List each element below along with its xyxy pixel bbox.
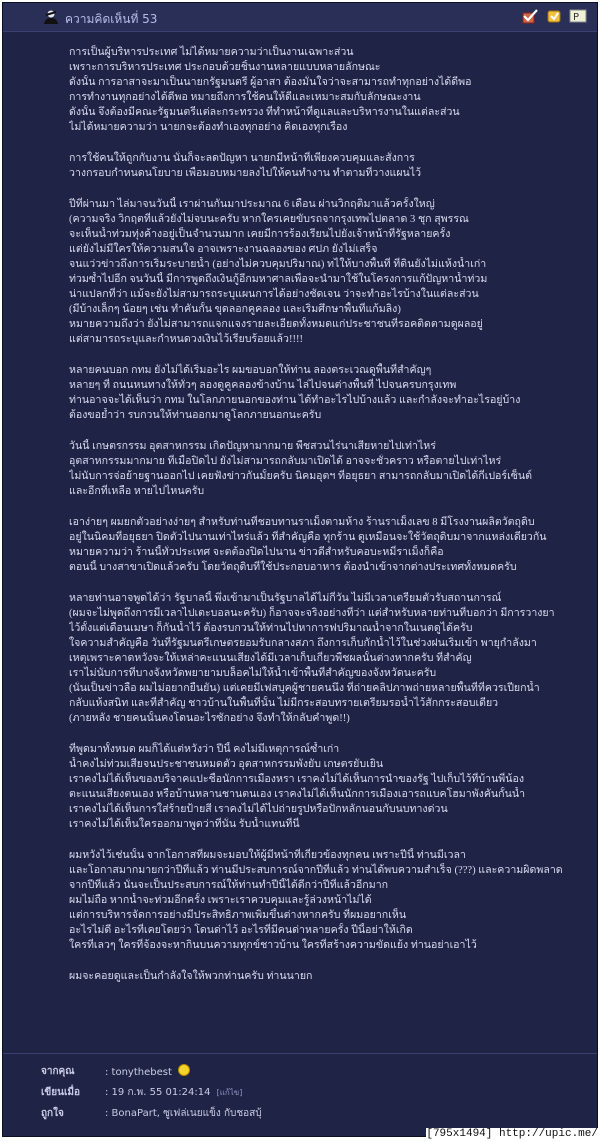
comment-line: อะไรไม่ดี อะไรที่เคยโดยว่า โดนด่าไว้ อะไรที่มีคนด่าหลายครั้ง ปีนี้อย่าให้เกิด [69, 925, 413, 936]
meta-row-author [3, 1060, 597, 1081]
comment-line: ใครที่เลวๆ ใครที่จ้องจะหากินบนความทุกข์ชาวบ้าน ใครที่สร้างความขัดแย้ง ท่านอย่าเอาไว้ [69, 940, 477, 951]
comment-line: เพราะการบริหารประเทศ ประกอบด้วยชิ้นงานหลายแบบหลายลักษณะ [69, 62, 381, 73]
comment-line: ตะแนนเสียงตนเอง หรือบ้านหลานชานตนเอง เราคงไม่ได้เห็นนักการเมืองเอารถแบคโฮมาพังคันกั้นน้ำ [69, 789, 526, 800]
comment-line: ไม่นับการจ่อย้ายฐานออกไป เคยฟังข่าวกันมั้ยครับ นิคมอุตฯ ที่อยุธยา สามารถกลับมาเปิดได้กี่เปอร์เซ็นต์ [69, 471, 533, 482]
author-value [105, 1064, 190, 1078]
comment-line: ผมไม่ถือ หากน้ำจะท่วมอีกครั้ง เพราะเราควบคุมและรู้ล่วงหน้าไม่ได้ [69, 895, 372, 906]
comment-paragraph [69, 197, 574, 347]
comment-line: ไม่ได้หมายความว่า นายกจะต้องทำเองทุกอย่าง คิดเองทุกเรื่อง [69, 122, 348, 133]
comment-line: ท่วมซ้ำไปอีก จนวันนี้ มีการพูดถึงเงินกู้อีกมหาศาลเพื่อจะนำมาใช้ในโครงการแก้ปัญหาน้ำท่วม [69, 274, 488, 285]
comment-paragraph [69, 591, 574, 726]
comment-line: หมายความว่า ร้านนี้ทั่วประเทศ จะตต้องปิดไปนาน ข่าวดีสำหรับคอบะหมี่ราเม็งก็คือ [69, 547, 444, 558]
comment-paragraph [69, 969, 574, 984]
comment-line: จะเห็นน้ำท่วมทุ่งค้างอยู่เป็นจำนวนมาก เคยมีการร้องเรียนไปยังเจ้าหน้าที่รัฐหลายครั้ง [69, 229, 451, 240]
comment-line: ปีที่ผ่านมา ไล่มาจนวันนี้ เราผ่านกันมาประมาณ 6 เดือน ผ่านวิกฤติมาแล้วครั้งใหญ่ [69, 199, 435, 210]
comment-line: ผมจะคอยดูและเป็นกำลังใจให้พวกท่านครับ ท่านนายก [69, 971, 313, 982]
image-watermark: [795x1494] http://upic.me/ [426, 1128, 598, 1140]
comment-line: ตอนนี้ บางสาขาเปิดแล้วครับ โดยวัตถุดิบที่ใช้ประกอบอาหาร ต้องนำเข้าจากต่างประเทศทั้งหมดครับ [69, 562, 517, 573]
meta-row-likes [3, 1102, 597, 1123]
comment-line: กลับแห้งสนิท และที่สำคัญ ชาวบ้านในพื้นที่นั้น ไม่มีกระสอบทรายเตรียมรอน้ำไว้สักกระสอบเดียว [69, 698, 499, 709]
comment-paragraph [69, 515, 574, 575]
svg-text:P: P [573, 12, 580, 23]
comment-line: อุตสาหกรรมมากมาย ที่เมื่อปิดไป ยังไม่สามารถกลับมาเปิดได้ อาจจะชั่วคราว หรือตายไปเท่าไหร่ [69, 456, 502, 467]
comment-line: และโอกาสมากมายกว่าปีที่แล้ว ท่านมีประสบการณ์จากปีที่แล้ว ท่านได้พบความสำเร็จ (???) และความผิดพลาด [69, 865, 563, 876]
comment-line: (ภายหลัง ชายคนนั้นคงโดนอะไรซักอย่าง จึงทำให้กลับคำพูด!!) [69, 713, 350, 724]
comment-paragraph [69, 363, 574, 423]
comment-line: เราคงไม่ได้เห็นใครออกมาพูดว่าที่นั่น รับน้ำแทนที่นี่ [69, 819, 300, 830]
quote-icon[interactable] [569, 7, 587, 25]
comment-line: หลายคนบอก กทม ยังไม่ได้เริ่มอะไร ผมขอบอกให้ท่าน ลองตระเวณดูพื้นที่สำคัญๆ [69, 365, 432, 376]
comment-line: และอีกที่เหลือ หายไปไหนครับ [69, 486, 205, 497]
comment-body [69, 45, 574, 1000]
header-actions [521, 7, 587, 25]
comment-line: การใช้คนให้ถูกกับงาน นั่นก็จะลดปัญหา นายกมีหน้าที่เพียงควบคุมและสั่งการ [69, 153, 415, 164]
author-name[interactable]: : tonythebest [105, 1067, 172, 1078]
comment-line: เราไม่นับการที่บางจังหวัดพยายามบล็อคไม่ให้น้ำเข้าพื้นที่สำคัญของจังหวัดนะครับ [69, 668, 437, 679]
comment-paragraph [69, 742, 574, 832]
comment-line: จนแว่วข่าวถึงการเริ่มระบายน้ำ (อย่างไม่ควบคุมปริมาณ) ทไให้บางพื้นที่ ที่ดินยังไม่แห้งน้ำเก่า [69, 259, 487, 270]
comment-paragraph [69, 45, 574, 135]
comment-line: ดังนั้น จึงต้องมีคณะรัฐมนตรีแต่ละกระทรวง ที่ทำหน้าที่ดูแลและบริหารงานในแต่ละส่วน [69, 107, 460, 118]
comment-panel [2, 2, 598, 1137]
comment-line: น่าแปลกที่ว่า แม้จะยังไม่สามารถระบุแผนการได้อย่างชัดเจน ว่าจะทำอะไรบ้างในแต่ละส่วน [69, 289, 479, 300]
comment-line: หลายๆ ที่ ถนนหนทางให้ทั่วๆ ลองดูคูคลองข้างบ้าน ไล่ไปจนต่างพื้นที่ ไปจนครบกรุงเทพ [69, 380, 457, 391]
comment-line: การเป็นผู้บริหารประเทศ ไม่ได้หมายความว่าเป็นงานเฉพาะส่วน [69, 47, 354, 58]
comment-line: แต่สามารถระบุและกำหนดวงเงินไว้เรียบร้อยแล้ว!!!! [69, 334, 304, 345]
comment-line: อยู่ในนิคมที่อยุธยา ปิดตัวไปนานเท่าไหร่แล้ว ที่สำคัญคือ ทุกร้าน ดูเหมือนจะใช้วัตถุดิบมาจากแหล่งเดียวกัน [69, 532, 547, 543]
rating-check-icon[interactable] [521, 7, 539, 25]
date-label: เขียนเมื่อ [41, 1087, 80, 1098]
comment-meta [3, 1053, 597, 1123]
smile-icon [178, 1064, 190, 1076]
comment-line: ใจความสำคัญคือ วันที่รัฐมนตรีเกษตรยอมรับกลางสภา ถึงการเก็บกักน้ำไว้ในช่วงฝนเริ่มเข้า พายุกำลังมา [69, 638, 537, 649]
comment-line: วางกรอบกำหนดนโยบาย เพื่อมอบหมายลงไปให้คนทำงาน ทำตามที่วางแผนไว้ [69, 168, 422, 179]
thumbs-icon[interactable] [545, 7, 563, 25]
comment-line: (มีบ้างเล็กๆ น้อยๆ เช่น ทำคันกั้น ขุดลอกคูคลอง และเริ่มศึกษาพื้นที่แก้มลิง) [69, 304, 401, 315]
comment-line: เราคงไม่ได้เห็นของบริจาคแปะชื่อนักการเมืองหรา เราคงไม่ได้เห็นการนำของรัฐ ไปเก็บไว้ที่บ้านพี่น้อง [69, 774, 525, 785]
comment-line: น้ำคงไม่ท่วมเสียจนประชาชนหมดตัว อุตสาหกรรมพังยับ เกษตรยับเยิน [69, 759, 384, 770]
comment-line: หมายความถึงว่า ยังไม่สามารถแจกแจงรายละเอียดทั้งหมดแก่ประชาชนที่รอคติดตามดูผลอยู่ [69, 319, 483, 330]
comment-line: ท่านอาจจะได้เห็นว่า กทม ในโลกภายนอกของท่าน ได้ทำอะไรไปบ้างแล้ว และกำลังจะทำอะไรอยู่บ้าง [69, 395, 521, 406]
comment-line: เอาง่ายๆ ผมยกตัวอย่างง่ายๆ สำหรับท่านที่ชอบทานราเม็งตามห้าง ร้านราเม็งเลข 8 มีโรงงานผลิตวัตถุดิบ [69, 517, 535, 528]
comment-line: ต้องขอย้ำว่า รบกวนให้ท่านออกมาดูโลกภายนอกนะครับ [69, 410, 322, 421]
comment-line: (นั่นเป็นข่าวลือ ผมไม่อยากยืนยัน) แต่เคยมีเฟสบุคผู้ชายคนนึง ที่ถ่ายคลิปภาพถ่ายหลายพื้นที่ที่ควรเปียกน้ำ [69, 683, 540, 694]
comment-line: หลายท่านอาจพูดได้ว่า รัฐบาลนี้ พึ่งเข้ามาเป็นรัฐบาลได้ไม่กี่วัน ไม่มีเวลาเตรียมตัวรับสถานการณ์ [69, 593, 502, 604]
date-text: : 19 ก.พ. 55 01:24:14 [105, 1087, 211, 1098]
comment-line: (ความจริง วิกฤตที่แล้วยังไม่จบนะครับ หากใครเคยขับรถจากรุงเทพไปตลาด 3 ชุก สุพรรณ [69, 214, 469, 225]
comment-paragraph [69, 439, 574, 499]
comment-line: ดังนั้น การอาสาจะมาเป็นนายกรัฐมนตรี ผู้อาสา ต้องมั่นใจว่าจะสามารถทำทุกอย่างได้ดีพอ [69, 77, 472, 88]
comment-line: แต่ยังไม่มีใครให้ความสนใจ อาจเพราะงานฉลองของ ศปภ ยังไม่เสร็จ [69, 244, 378, 255]
comment-line: การทำงานทุกอย่างได้ดีพอ หมายถึงการใช้คนให้ดีและเหมาะสมกับลักษณะงาน [69, 92, 421, 103]
comment-line: เหตุเพราะคาดหวังจะให้เหล่าคะแนนเสียงได้มีเวลาเก็บเกี่ยวพืชผลนั้นต่างหากครับ ที่สำคัญ [69, 653, 472, 664]
author-label: จากคุณ [41, 1066, 75, 1077]
edit-link[interactable]: [แก้ไข] [216, 1088, 243, 1097]
comment-line: ไว้ตั้งแต่เดือนเมษา ก็กันน้ำไว้ ต้องรบกวนให้ท่านไปหาการฟปริมาณน้ำจากในเนตดูได้ครับ [69, 623, 473, 634]
comment-line: วันนี้ เกษตรกรรม อุตสาหกรรม เกิดปัญหามากมาย พืชสวนไร่นาเสียหายไปเท่าไหร่ [69, 441, 436, 452]
comment-line: แต่การบริหารจัดการอย่างมีประสิทธิภาพเพิ่มขึ้นต่างหากครับ ที่ผมอยากเห็น [69, 910, 407, 921]
comment-line: ผมหวังไว้เช่นนั้น จากโอกาสที่ผมจะมอบให้ผู้มีหน้าที่เกี่ยวข้องทุกคน เพราะปีนี้ ท่านมีเวลา [69, 850, 466, 861]
avatar-icon[interactable] [43, 9, 59, 25]
likes-label: ถูกใจ [41, 1108, 64, 1119]
comment-line: จากปีที่แล้ว นั่นจะเป็นประสบการณ์ให้ท่านทำปีนี้ได้ดีกว่าปีที่แล้วอีกมาก [69, 880, 389, 891]
comment-paragraph [69, 848, 574, 953]
comment-paragraph [69, 151, 574, 181]
comment-line: (ผมจะไม่พูดถึงการมีเวลาไปเตะบอลนะครับ) ก็อาจจะจริงอย่างที่ว่า แต่สำหรับหลายท่านที่บอกว่า มีการวางยา [69, 608, 555, 619]
meta-row-date [3, 1081, 597, 1102]
comment-line: ที่พูดมาทั้งหมด ผมก็ได้แต่หวังว่า ปีนี้ คงไม่มีเหตุการณ์ซ้ำเก่า [69, 744, 340, 755]
comment-header [3, 3, 597, 32]
likes-value[interactable]: : BonaPart, ซูเฟล่เนยแข็ง กับชอสบุ้ [105, 1108, 262, 1119]
date-value [105, 1085, 242, 1100]
comment-line: เราคงไม่ได้เห็นการใส่ร้ายป้ายสี เราคงไม่ได้ไปถ่ายรูปหรือปักหลักนอนกับนบทางด่วน [69, 804, 448, 815]
comment-title: ความคิดเห็นที่ 53 [65, 12, 158, 26]
